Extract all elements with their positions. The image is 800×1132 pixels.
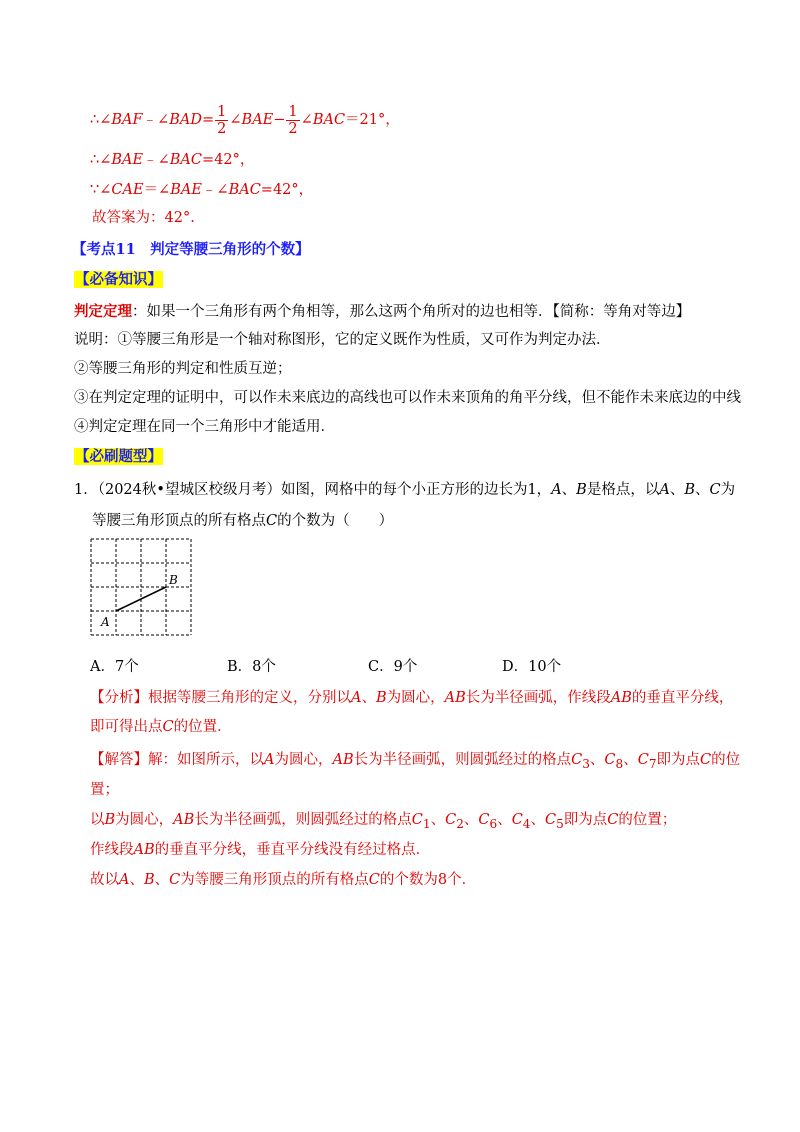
text: 为圆心， — [274, 752, 333, 768]
subscript: 5 — [556, 816, 564, 831]
text: C — [604, 752, 616, 768]
text: BAD — [169, 112, 202, 128]
text: C — [411, 812, 423, 828]
text: C — [162, 719, 174, 735]
subscript: 8 — [615, 756, 624, 771]
note-2: ②等腰三角形的判定和性质互逆； — [74, 361, 292, 377]
text: 为圆心， — [386, 690, 445, 706]
text: 、 — [669, 482, 685, 498]
text: C — [478, 812, 490, 828]
text: 【分析】根据等腰三角形的定义，分别以 — [90, 690, 351, 706]
text: ∴∠ — [90, 112, 112, 128]
text: 、 — [530, 812, 545, 828]
grid-figure-svg — [90, 538, 194, 638]
text: CAE — [111, 182, 144, 198]
text: ＝21°， — [345, 112, 400, 128]
text: B — [684, 482, 695, 498]
text: A — [551, 482, 562, 498]
text: C — [511, 812, 523, 828]
text: 即为点 — [656, 752, 701, 768]
text: 、 — [497, 812, 512, 828]
question-stem-line-1 — [74, 480, 735, 500]
text: 即为点 — [563, 812, 608, 828]
text: 、 — [463, 812, 479, 828]
text: BAE — [241, 112, 274, 128]
text: 长为半径画弧，作线段 — [465, 690, 611, 706]
solution-line-2 — [90, 150, 254, 170]
text: 等腰三角形顶点的所有格点 — [92, 513, 266, 529]
option-d[interactable]: D．10个 — [502, 659, 562, 675]
practice-tag — [74, 447, 163, 467]
text: C — [445, 812, 457, 828]
text: 如图，网格中的每个小正方形的边长为1， — [280, 482, 552, 498]
option-c[interactable]: C．9个 — [368, 659, 418, 675]
text: = — [202, 112, 215, 128]
text: ﹣∠ — [142, 112, 170, 128]
text: 、 — [694, 482, 710, 498]
text: BAC — [312, 112, 346, 128]
answer-line-3 — [90, 810, 676, 834]
knowledge-tag — [74, 270, 163, 290]
answer-line-4 — [90, 840, 430, 860]
subscript: 2 — [456, 816, 464, 831]
theorem-line — [74, 302, 690, 322]
text: 、 — [589, 752, 605, 768]
section-title: 【考点11 判定等腰三角形的个数】 — [72, 241, 310, 258]
text: 的垂直平分线，垂直平分线没有经过格点． — [154, 842, 431, 858]
text: B — [143, 872, 155, 888]
text: C — [368, 872, 380, 888]
text: BAF — [111, 112, 143, 128]
solution-line-1 — [90, 103, 400, 137]
text: AB — [444, 690, 466, 706]
point-b-label: B — [169, 573, 178, 587]
option-b[interactable]: B．8个 — [227, 659, 276, 675]
text: 的位置； — [618, 812, 677, 828]
text: 、 — [129, 872, 144, 888]
analysis-line-1 — [90, 688, 733, 708]
subscript: 1 — [422, 816, 431, 831]
text: AB — [173, 812, 195, 828]
question-stem-line-2 — [92, 511, 393, 531]
text: 为圆心， — [115, 812, 174, 828]
denominator: 2 — [217, 120, 227, 137]
text: AB — [332, 752, 354, 768]
note-1: 说明：①等腰三角形是一个轴对称图形，它的定义既作为性质，又可作为判定办法． — [74, 332, 611, 348]
text: ﹣∠ — [201, 182, 229, 198]
text: 的位 — [711, 752, 741, 768]
text: 【解答】解：如图所示，以 — [90, 752, 264, 768]
text: ∴∠ — [90, 152, 112, 168]
text: C — [607, 812, 619, 828]
text: ∠ — [300, 112, 313, 128]
theorem-label: 判定定理 — [74, 303, 132, 320]
subscript: 7 — [648, 756, 657, 771]
text: C — [637, 752, 649, 768]
text: A — [264, 752, 275, 768]
text: 作线段 — [90, 842, 134, 858]
text: ﹣∠ — [143, 152, 170, 168]
text: A — [659, 482, 670, 498]
note-4: ④判定定理在同一个三角形中才能适用． — [74, 419, 335, 435]
text: BAE — [111, 152, 144, 168]
fraction-half — [286, 104, 299, 137]
text: 、 — [430, 812, 446, 828]
text: C — [169, 872, 181, 888]
subscript: 3 — [582, 756, 590, 771]
text: ∵∠ — [90, 182, 112, 198]
text: BAE — [170, 182, 202, 198]
theorem-text: ：如果一个三角形有两个角相等，那么这两个角所对的边也相等．【简称：等角对等边】 — [132, 304, 691, 320]
text: BAC — [228, 182, 261, 198]
answer-line-5 — [90, 870, 476, 890]
text: B — [576, 482, 587, 498]
text: C — [571, 752, 583, 768]
text: C — [709, 482, 721, 498]
text: 为等腰三角形顶点的所有格点 — [180, 872, 369, 888]
text: ＝∠ — [143, 182, 171, 198]
practice-tag-label: 【必刷题型】 — [75, 448, 162, 465]
text: 的位置． — [173, 719, 232, 735]
text: A — [351, 690, 362, 706]
numerator: 1 — [288, 103, 298, 120]
option-a[interactable]: A．7个 — [90, 659, 139, 675]
answer-line-1 — [90, 750, 740, 774]
grid-figure — [90, 538, 194, 642]
text: 故以 — [90, 872, 119, 888]
text: AB — [610, 690, 632, 706]
text: 长为半径画弧，则圆弧经过的格点 — [353, 752, 572, 768]
text: 以 — [90, 812, 105, 828]
text: C — [544, 812, 557, 828]
text: =42°， — [260, 182, 314, 198]
answer-line-2: 置； — [90, 782, 119, 798]
note-3: ③在判定定理的证明中，可以作未来底边的高线也可以作未来顶角的角平分线，但不能作未来底边的中线 — [74, 390, 741, 406]
question-source: （2024秋•望城区校级月考） — [97, 482, 281, 498]
text: − — [273, 112, 286, 128]
text: B — [104, 812, 116, 828]
text: AB — [133, 842, 155, 858]
text: BAC — [169, 152, 202, 168]
text: ∠ — [229, 112, 242, 128]
subscript: 4 — [522, 816, 531, 831]
text: C — [700, 752, 712, 768]
text: 长为半径画弧，则圆弧经过的格点 — [194, 812, 412, 828]
text: 的个数为8个． — [379, 872, 477, 888]
solution-line-3 — [90, 180, 313, 200]
knowledge-tag-label: 【必备知识】 — [75, 271, 162, 288]
text: 为 — [720, 482, 736, 498]
numerator: 1 — [217, 103, 227, 120]
question-number: 1． — [74, 482, 98, 498]
point-a-label: A — [101, 615, 110, 629]
text: 的垂直平分线， — [631, 690, 734, 706]
fraction-half — [215, 104, 228, 137]
text: =42°， — [201, 152, 255, 168]
text: 是格点，以 — [586, 482, 660, 498]
text: 、 — [623, 752, 638, 768]
analysis-line-2 — [90, 717, 232, 737]
answer-line: 故答案为：42°. — [92, 210, 195, 226]
subscript: 6 — [489, 816, 498, 831]
text: B — [375, 690, 387, 706]
text: 、 — [361, 690, 376, 706]
text: C — [266, 513, 278, 529]
text: 、 — [154, 872, 170, 888]
text: 即可得出点 — [90, 719, 163, 735]
text: A — [119, 872, 130, 888]
text: 、 — [561, 482, 577, 498]
denominator: 2 — [288, 120, 298, 137]
text: 的个数为（ ） — [277, 513, 394, 529]
